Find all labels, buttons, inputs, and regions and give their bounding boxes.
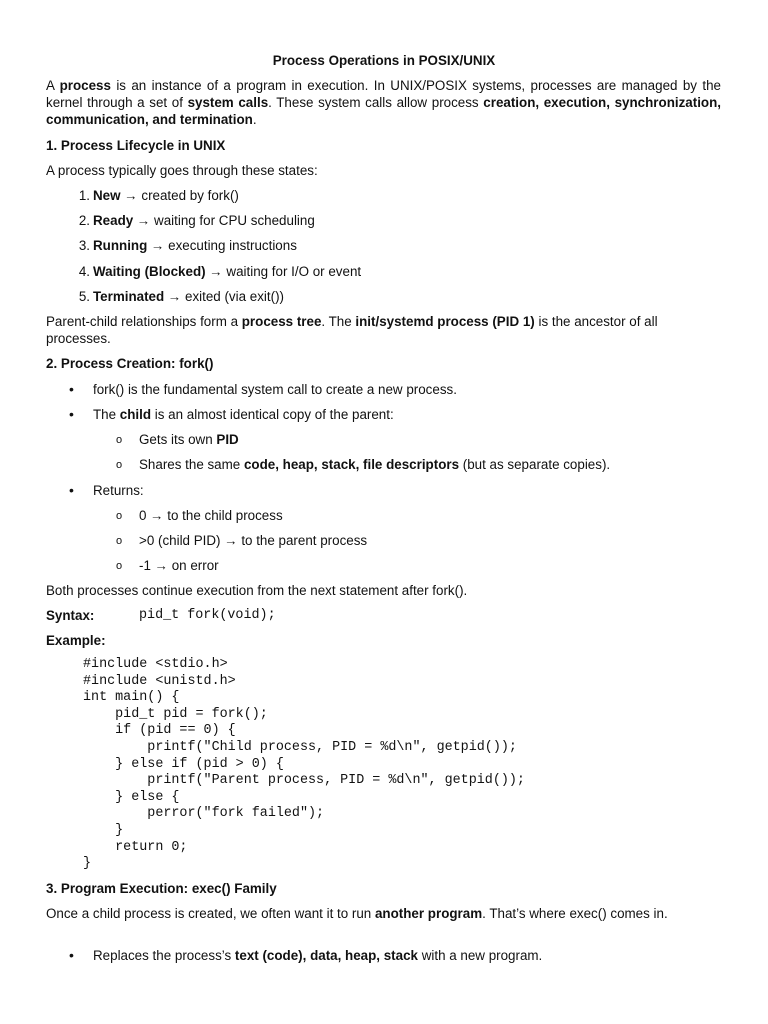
syntax-label: Syntax: bbox=[46, 608, 95, 623]
bullet-icon: • bbox=[69, 947, 74, 963]
list-item: Running → executing instructions bbox=[93, 238, 297, 253]
list-number: 5. bbox=[78, 289, 90, 304]
exec-paragraph: Once a child process is created, we often want it to run another program. That’s where exec() comes in. bbox=[46, 906, 668, 921]
process-tree-paragraph: Parent-child relationships form a process tree. The init/systemd process (PID 1) is the ancestor of all processes. bbox=[46, 314, 658, 346]
sub-bullet-icon: o bbox=[116, 510, 123, 522]
sub-bullet-icon: o bbox=[116, 434, 123, 446]
sub-bullet-item: Gets its own PID bbox=[139, 432, 239, 447]
section-2-heading: 2. Process Creation: fork() bbox=[46, 356, 214, 371]
bullet-item: Replaces the process’s text (code), data, heap, stack with a new program. bbox=[93, 948, 543, 963]
example-label: Example: bbox=[46, 633, 106, 648]
sub-bullet-icon: o bbox=[116, 560, 123, 572]
sub-bullet-icon: o bbox=[116, 535, 123, 547]
continue-paragraph: Both processes continue execution from the next statement after fork(). bbox=[46, 583, 468, 598]
document-title: Process Operations in POSIX/UNIX bbox=[272, 53, 496, 68]
list-item: Waiting (Blocked) → waiting for I/O or event bbox=[93, 264, 362, 279]
intro-paragraph: A process is an instance of a program in execution. In UNIX/POSIX systems, processes are managed by the kernel through a set of system calls. These system calls allow process creation, execution, synchronization, communication, and termination. bbox=[46, 78, 721, 127]
list-number: 2. bbox=[78, 213, 90, 228]
section-3-heading: 3. Program Execution: exec() Family bbox=[46, 881, 277, 896]
section-1-heading: 1. Process Lifecycle in UNIX bbox=[46, 138, 226, 153]
list-number: 4. bbox=[78, 264, 90, 279]
code-example: #include <stdio.h> #include <unistd.h> int main() { pid_t pid = fork(); if (pid == 0) { printf("Child process, PID = %d\n", getpid()); } else if (pid > 0) { printf("Parent process, PID = %d\n", getpid()); } else { perror("fork failed"); } return 0; } bbox=[83, 657, 525, 872]
bullet-item: The child is an almost identical copy of the parent: bbox=[93, 407, 394, 422]
return-item: -1 → on error bbox=[139, 558, 219, 573]
list-number: 3. bbox=[78, 238, 90, 253]
list-item: Ready → waiting for CPU scheduling bbox=[93, 213, 315, 228]
return-item: 0 → to the child process bbox=[139, 508, 283, 523]
syntax-code: pid_t fork(void); bbox=[139, 608, 276, 623]
return-item: >0 (child PID) → to the parent process bbox=[139, 533, 368, 548]
list-number: 1. bbox=[78, 188, 90, 203]
bullet-icon: • bbox=[69, 482, 74, 498]
section-1-lead: A process typically goes through these states: bbox=[46, 163, 318, 178]
sub-bullet-item: Shares the same code, heap, stack, file descriptors (but as separate copies). bbox=[139, 457, 611, 472]
bullet-item: fork() is the fundamental system call to create a new process. bbox=[93, 382, 457, 397]
bullet-item: Returns: bbox=[93, 483, 144, 498]
bullet-icon: • bbox=[69, 381, 74, 397]
sub-bullet-icon: o bbox=[116, 459, 123, 471]
list-item: Terminated → exited (via exit()) bbox=[93, 289, 284, 304]
bullet-icon: • bbox=[69, 406, 74, 422]
list-item: New → created by fork() bbox=[93, 188, 239, 203]
